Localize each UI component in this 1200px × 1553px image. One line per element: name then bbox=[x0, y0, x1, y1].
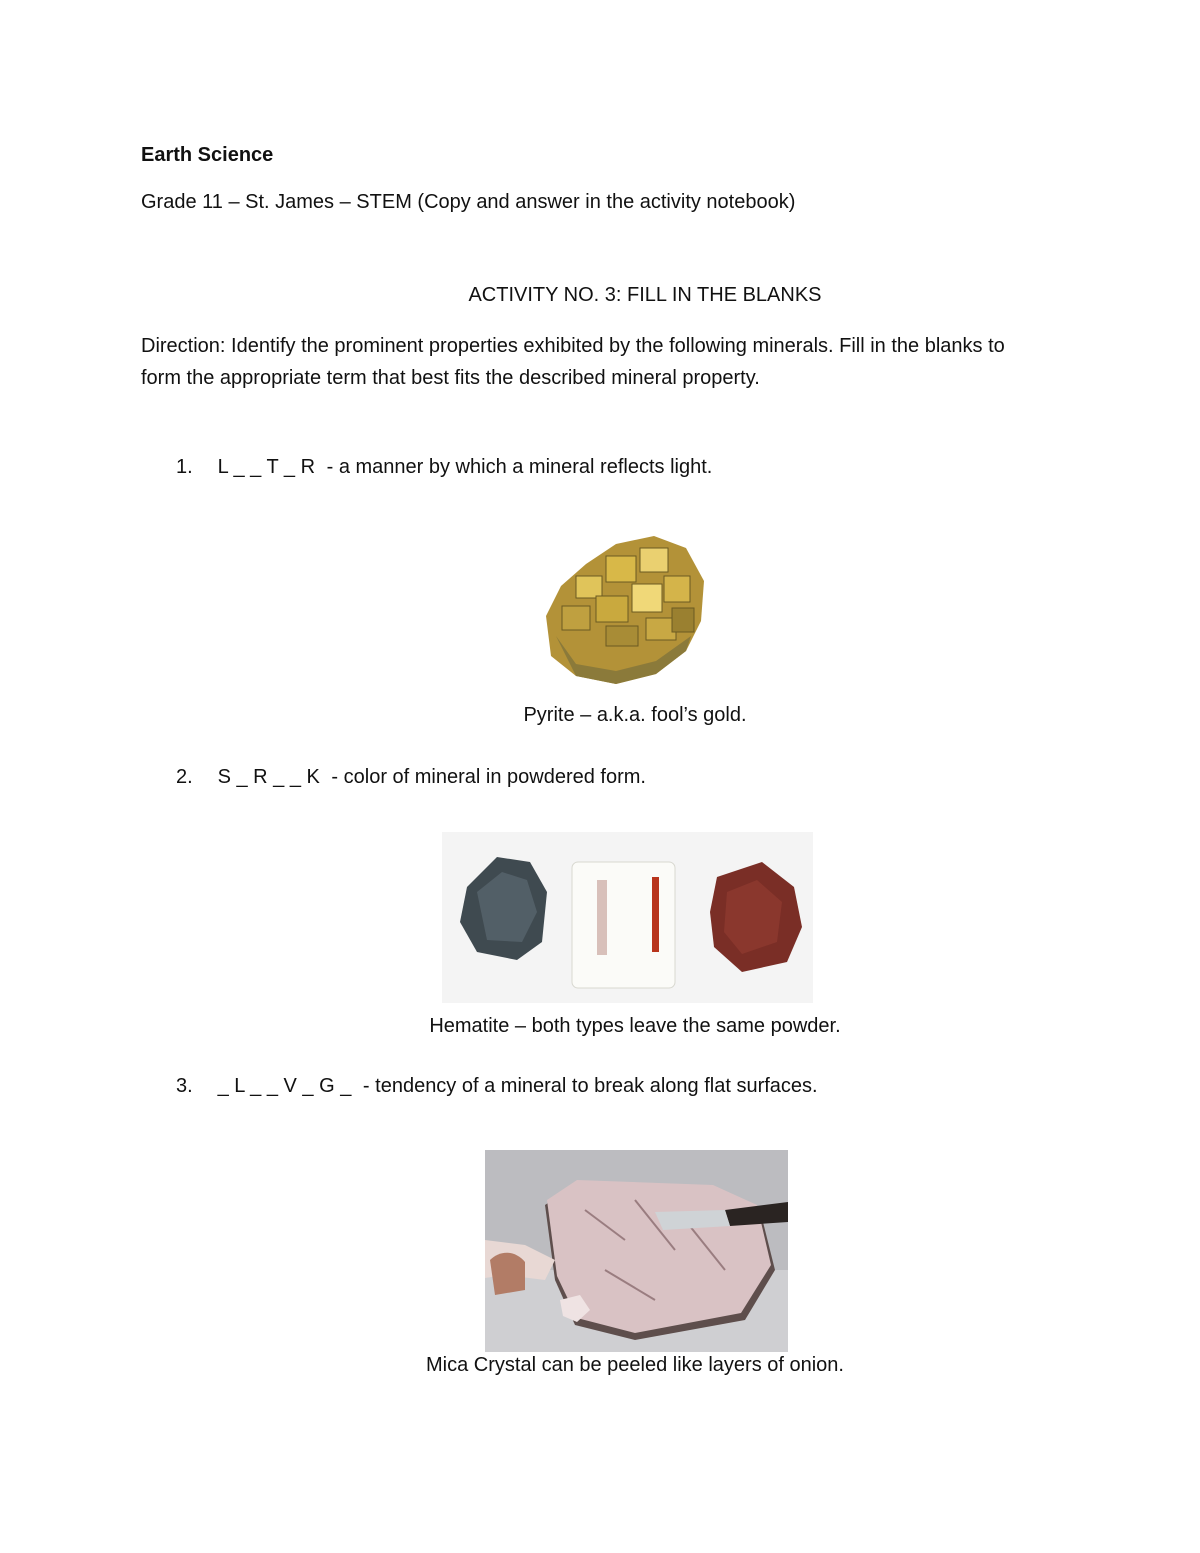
item-2 bbox=[176, 766, 646, 789]
mica-image bbox=[485, 1150, 788, 1352]
subject-heading: Earth Science bbox=[141, 144, 274, 166]
grade-line: Grade 11 – St. James – STEM (Copy and answer in the activity notebook) bbox=[141, 191, 796, 213]
item-blank: S _ R _ _ K bbox=[217, 766, 320, 788]
item-definition: - color of mineral in powdered form. bbox=[331, 766, 646, 788]
pyrite-caption: Pyrite – a.k.a. fool’s gold. bbox=[523, 704, 747, 726]
item-number: 2. bbox=[176, 766, 193, 788]
pyrite-image bbox=[536, 526, 708, 686]
item-definition: - tendency of a mineral to break along flat surfaces. bbox=[362, 1075, 818, 1097]
hematite-caption: Hematite – both types leave the same powder. bbox=[429, 1015, 841, 1037]
item-definition: - a manner by which a mineral reflects light. bbox=[326, 456, 713, 478]
mica-caption: Mica Crystal can be peeled like layers of onion. bbox=[426, 1354, 844, 1376]
item-1 bbox=[176, 456, 712, 479]
item-blank: L _ _ T _ R bbox=[217, 456, 316, 478]
item-3 bbox=[176, 1075, 818, 1098]
activity-title: ACTIVITY NO. 3: FILL IN THE BLANKS bbox=[468, 284, 822, 306]
hematite-image bbox=[442, 832, 813, 1003]
item-number: 1. bbox=[176, 456, 193, 478]
item-blank: _ L _ _ V _ G _ bbox=[217, 1075, 352, 1097]
item-number: 3. bbox=[176, 1075, 193, 1097]
direction-text: Direction: Identify the prominent properties exhibited by the following minerals. Fill in the blanks to form the appropriate term that best fits the described mineral property. bbox=[141, 335, 1005, 389]
